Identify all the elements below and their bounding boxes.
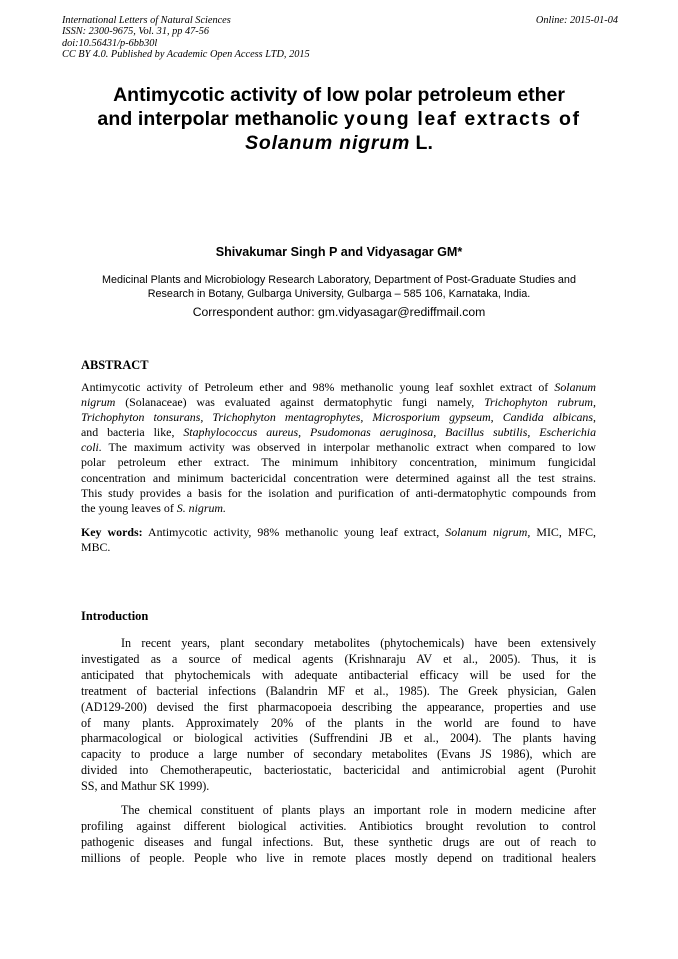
license-line: CC BY 4.0. Published by Academic Open Access LTD, 2015 [62, 48, 310, 60]
title-species: Solanum nigrum [245, 132, 411, 154]
abstract-line: Antimycotic activity of Petroleum ether and 98% methanolic young leaf soxhlet extract of Solanum [81, 380, 596, 394]
issn-line: ISSN: 2300-9675, Vol. 31, pp 47-56 [62, 26, 210, 38]
abstract-heading: ABSTRACT [81, 358, 149, 372]
text-line: millions of people. People who live in remote places mostly depend on traditional healers [81, 850, 596, 865]
title-line-2-start: and interpolar methanolic [97, 108, 344, 130]
abstract-line: coli. The maximum activity was observed in interpolar methanolic extract when compared to low [81, 440, 596, 455]
online-date: Online: 2015-01-04 [535, 15, 618, 26]
paper-title [60, 83, 618, 155]
text-line: investigated as a source of medical agents (Krishnaraju AV et al., 2005). Thus, it is [81, 651, 596, 666]
text-line: (AD129-200) devised the first pharmacopoeia describing the appearance, properties and use [81, 699, 596, 714]
introduction-heading: Introduction [81, 609, 149, 623]
abstract-line: nigrum (Solanaceae) was evaluated against dermatophytic fungi namely, Trichophyton rubrum, [81, 395, 596, 410]
text-line: pathogenic diseases and fungal infections. But, these synthetic drugs are out of reach to [81, 834, 596, 849]
affiliation-line-2: Research in Botany, Gulbarga University, Gulbarga – 585 106, Karnataka, India. [147, 288, 531, 301]
abstract-body [81, 380, 596, 516]
author-list: Shivakumar Singh P and Vidyasagar GM* [215, 245, 463, 259]
running-header [62, 15, 618, 60]
introduction-paragraph-1 [81, 636, 596, 795]
journal-name: International Letters of Natural Sciences [62, 15, 231, 26]
abstract-line: Trichophyton tonsurans, Trichophyton mentagrophytes, Microsporium gypseum, Candida albicans, [81, 410, 596, 425]
keywords-line: Key words: Antimycotic activity, 98% methanolic young leaf extract, Solanum nigrum, MIC, MFC, [81, 525, 596, 539]
journal-info [62, 15, 618, 60]
doi-line: doi:10.56431/p-6bb30l [62, 37, 158, 49]
keywords [81, 525, 596, 555]
abstract-line: This study provides a basis for the isolation and purification of anti-dermatophytic compounds from [81, 485, 596, 500]
abstract-line: concentration and minimum bactericidal concentration were determined against all the test strains. [81, 470, 596, 485]
abstract-line: polar petroleum ether extract. The minimum inhibitory concentration, minimum fungicidal [81, 455, 596, 470]
affiliation [70, 273, 608, 302]
keywords-line: MBC. [81, 540, 111, 555]
affiliation-line-1: Medicinal Plants and Microbiology Research Laboratory, Department of Post-Graduate Studies and [102, 274, 576, 286]
text-line: capacity to produce a large number of secondary metabolites (Evans JS 1986), which are [81, 747, 596, 762]
text-line: SS, and Mathur SK 1999). [81, 779, 210, 794]
text-line: profiling against different biological activities. Antibiotics brought revolution to control [81, 818, 596, 833]
abstract-line: the young leaves of S. nigrum. [81, 500, 226, 515]
correspondence-line: Correspondent author: gm.vidyasagar@rediffmail.com [192, 305, 486, 319]
title-line-2-end: young leaf extracts of [343, 108, 581, 130]
title-authority: L. [410, 132, 433, 154]
text-line: In recent years, plant secondary metabolites (phytochemicals) have been extensively [121, 636, 596, 650]
text-line: treatment of bacterial infections (Balandrin MF et al., 1985). The Greek physician, Galen [81, 683, 596, 698]
text-line: divided into Chemotherapeutic, bacteriostatic, bactericidal and antimicrobial agent (Purohit [81, 763, 596, 778]
text-line: of many plants. Approximately 20% of the plants in the world are found to have [81, 715, 596, 730]
title-line-3 [60, 131, 618, 155]
abstract-line: and bacteria like, Staphylococcus aureus, Psudomonas aeruginosa, Bacillus subtilis, Escherichia [81, 425, 596, 440]
text-line: pharmacological or biological activities (Suffrendini JB et al., 2004). The plants having [81, 731, 596, 746]
keywords-label: Key words: [81, 525, 143, 539]
text-line: The chemical constituent of plants plays an important role in modern medicine after [121, 803, 596, 817]
title-line-2 [60, 107, 618, 131]
introduction-paragraph-2 [81, 803, 596, 867]
text-line: anticipated that phytochemicals with adequate antibacterial efficacy will be used for the [81, 667, 596, 682]
title-line-1: Antimycotic activity of low polar petroleum ether [113, 84, 565, 106]
